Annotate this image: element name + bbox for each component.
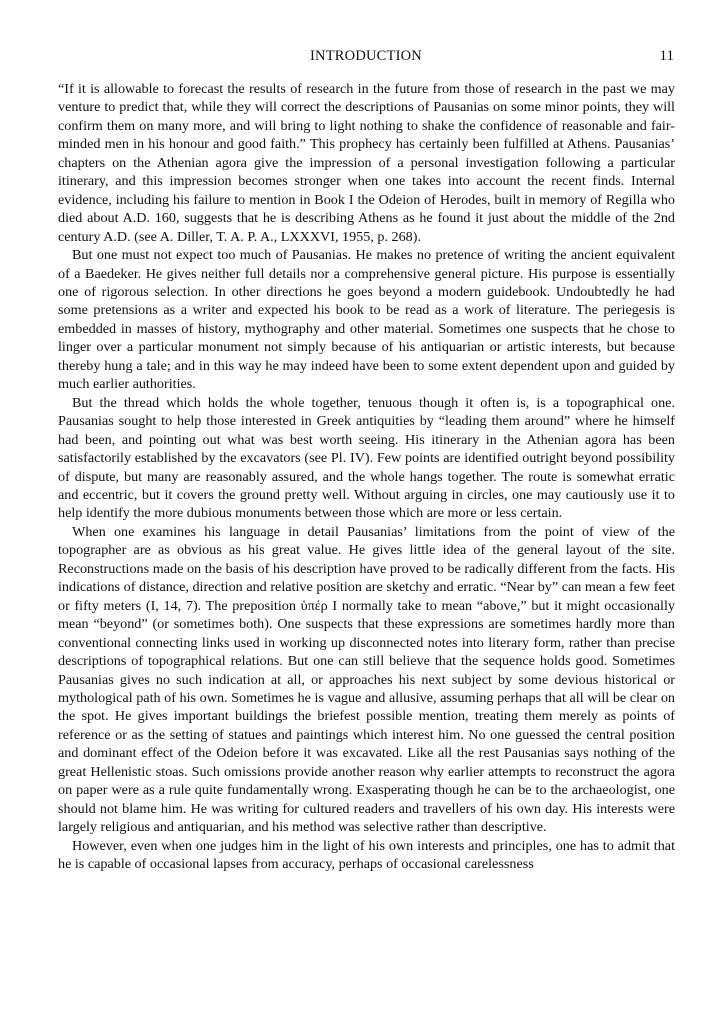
page-number: 11 [659,48,674,64]
body-text [58,80,675,873]
paragraph: When one examines his language in detail Pausanias’ limitations from the point of view of the topographer are as obvious as his great value. He gives little idea of the general layout of the site. Reconstructions made on the basis of his description have proved to be radically different from the facts. His indications of distance, direction and relative position are sketchy and erratic. “Near by” can mean a few feet or fifty meters (I, 14, 7). The preposition ὑπέρ I normally take to mean “above,” but it might occasionally mean “beyond” (or sometimes both). One suspects that these expressions are sometimes hardly more than conventional connecting links used in working up disconnected notes into literary form, rather than precise descriptions of topographical relations. But one can still believe that the sequence holds good. Sometimes Pausanias gives no such indication at all, or approaches his next subject by some devious historical or mythological path of his own. Sometimes he is vague and allusive, assuming perhaps that all will be clear on the spot. He gives important buildings the briefest possible mention, treating them merely as points of reference or as the setting of statues and paintings which interest him. No one guessed the central position and dominant effect of the Odeion before it was excavated. Like all the rest Pausanias says nothing of the great Hellenistic stoas. Such omissions provide another reason why earlier attempts to reconstruct the agora on paper were as a rule quite fundamentally wrong. Exasperating though he can be to the archaeologist, one should not blame him. He was writing for cultured readers and travellers of his own day. His interests were largely religious and antiquarian, and his method was selective rather than descriptive. [58,523,675,836]
paragraph: But the thread which holds the whole together, tenuous though it often is, is a topographical one. Pausanias sought to help those interested in Greek antiquities by “leading them around” where he himself had been, and pointing out what was best worth seeing. His itinerary in the Athenian agora has been satisfactorily established by the excavators (see Pl. IV). Few points are identified outright beyond possibility of dispute, but many are reasonably assured, and the whole hangs together. The route is somewhat erratic and eccentric, but it covers the ground pretty well. Without arguing in circles, one may cautiously use it to help identify the more dubious monuments between those which are more or less certain. [58,394,675,522]
page-header [58,48,674,68]
running-head: INTRODUCTION [310,48,422,64]
paragraph: But one must not expect too much of Pausanias. He makes no pretence of writing the ancient equivalent of a Baedeker. He gives neither full details nor a comprehensive general picture. His purpose is essentially one of rigorous selection. In other directions he goes beyond a modern guidebook. Undoubtedly he had some pretensions as a writer and expected his book to be read as a work of literature. The periegesis is embedded in masses of history, mythography and other material. Sometimes one suspects that he chose to linger over a particular monument not simply because of his antiquarian or artistic interests, but because thereby hung a tale; and in this way he may indeed have been to some extent dependent upon and guided by much earlier authorities. [58,247,675,393]
paragraph: However, even when one judges him in the light of his own interests and principles, one has to admit that he is capable of occasional lapses from accuracy, perhaps of occasional carelessness [58,837,675,873]
paragraph: “If it is allowable to forecast the results of research in the future from those of research in the past we may venture to predict that, while they will correct the descriptions of Pausanias on some minor points, they will confirm them on many more, and will bring to light nothing to shake the confidence of reasonable and fair-minded men in his honour and good faith.” This prophecy has certainly been fulfilled at Athens. Pausanias’ chapters on the Athenian agora give the impression of a personal investigation following a particular itinerary, and this impression becomes stronger when one takes into account the recent finds. Internal evidence, including his failure to mention in Book I the Odeion of Herodes, built in memory of Regilla who died about A.D. 160, suggests that he is describing Athens as he found it just about the middle of the 2nd century A.D. (see A. Diller, T. A. P. A., LXXXVI, 1955, p. 268). [58,81,675,245]
